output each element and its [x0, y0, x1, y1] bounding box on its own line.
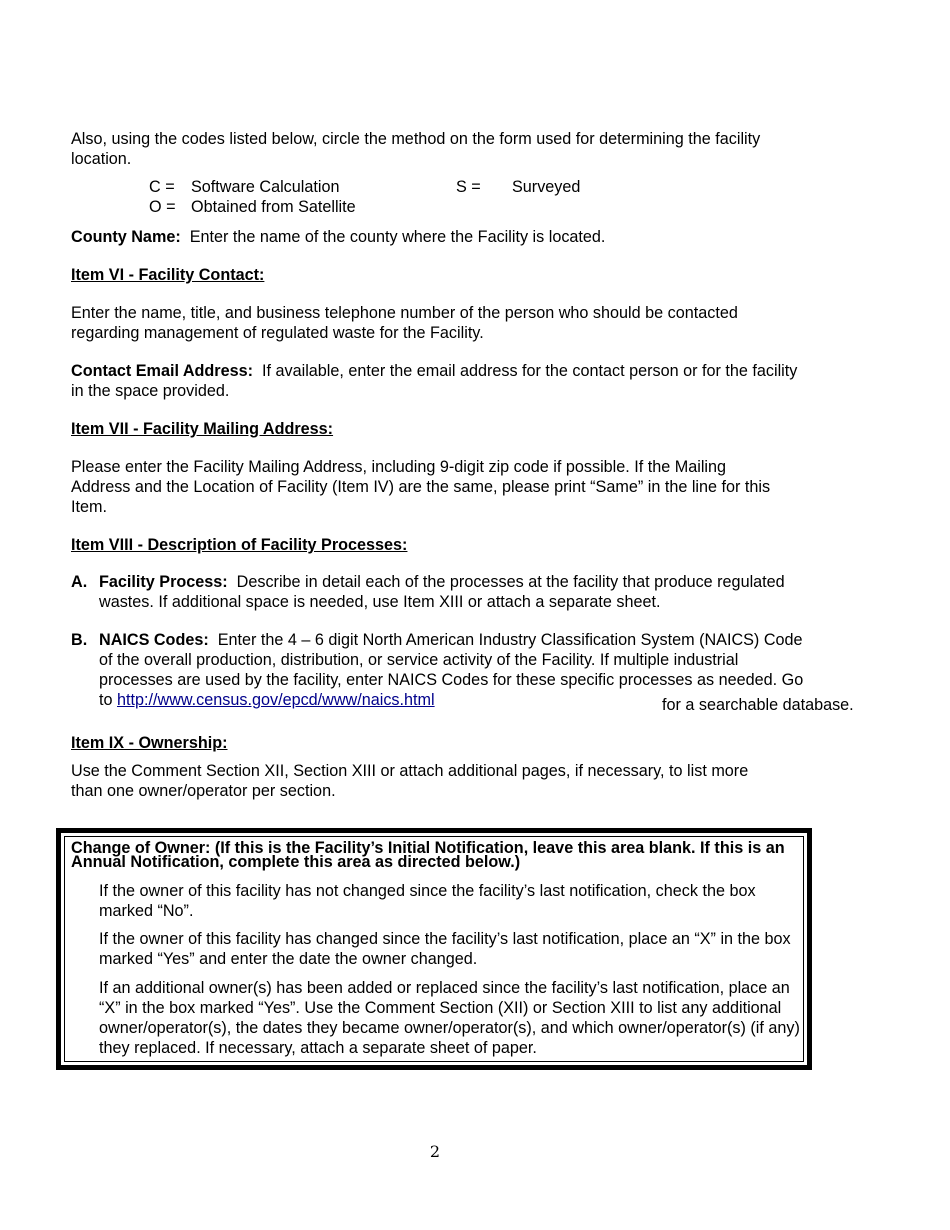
- list-item-facility-process: [71, 572, 871, 612]
- contact-email-label: Contact Email Address:: [71, 362, 253, 380]
- naics-codes-label: NAICS Codes:: [99, 631, 209, 649]
- code-c: C =: [149, 178, 175, 196]
- code-s: S =: [456, 178, 481, 196]
- list-letter-a: A.: [71, 573, 88, 591]
- naics-codes-description: Enter the 4 – 6 digit North American Industry Classification System (NAICS) Code of the overall production, distribution, or service activity of the Facility. If multiple industrial processes are used by the facility, enter NAICS Codes for these specific processes as needed. Go to: [99, 631, 804, 709]
- code-o: O =: [149, 198, 176, 216]
- contact-email-text: If available, enter the email address for the contact person or for the facility in the space provided.: [71, 362, 798, 400]
- county-name-label: County Name:: [71, 228, 181, 246]
- change-of-owner-para-2: If the owner of this facility has changed since the facility’s last notification, place an “X” in the box marked “Yes” and enter the date the owner changed.: [99, 930, 791, 968]
- change-of-owner-para-1: If the owner of this facility has not changed since the facility’s last notification, check the box marked “No”.: [99, 882, 756, 920]
- facility-process-description: Describe in detail each of the processes at the facility that produce regulated wastes. If additional space is needed, use Item XIII or attach a separate sheet.: [99, 573, 785, 611]
- code-o-label: Obtained from Satellite: [191, 198, 356, 216]
- change-of-owner-title: Change of Owner: (If this is the Facility’s Initial Notification, leave this area blank. If this is an Annual Notification, complete this area as directed below.): [71, 839, 785, 871]
- code-s-label: Surveyed: [512, 178, 581, 196]
- naics-link-tail: for a searchable database.: [662, 696, 854, 714]
- facility-process-text: [99, 572, 789, 612]
- naics-link[interactable]: http://www.census.gov/epcd/www/naics.html: [117, 691, 435, 709]
- list-item-naics-codes: [71, 630, 871, 714]
- code-row: [149, 197, 629, 217]
- item-8-heading: Item VIII - Description of Facility Processes:: [71, 536, 408, 554]
- location-method-instructions: Also, using the codes listed below, circle the method on the form used for determining the facility location.: [71, 130, 761, 168]
- item-7-text: Please enter the Facility Mailing Address, including 9-digit zip code if possible. If the Mailing Address and the Location of Facility (Item IV) are the same, please print “Same” in the line for this Item.: [71, 458, 771, 516]
- list-letter-b: B.: [71, 631, 88, 649]
- item-7-heading: Item VII - Facility Mailing Address:: [71, 420, 334, 438]
- item-6-heading: Item VI - Facility Contact:: [71, 266, 265, 284]
- change-of-owner-para-3: If an additional owner(s) has been added or replaced since the facility’s last notification, place an “X” in the box marked “Yes”. Use the Comment Section (XII) or Section XIII to list any additional owner/operator(s), the dates they became owner/operator(s), and which owner/operator(s) (if any) they replaced. If necessary, attach a separate sheet of paper.: [99, 979, 800, 1057]
- location-codes-list: [149, 177, 629, 217]
- page-number: 2: [429, 1142, 441, 1161]
- item-9-text: Use the Comment Section XII, Section XIII or attach additional pages, if necessary, to list more than one owner/operator per section.: [71, 762, 749, 800]
- code-c-label: Software Calculation: [191, 178, 340, 196]
- facility-process-label: Facility Process:: [99, 573, 228, 591]
- item-9-heading: Item IX - Ownership:: [71, 734, 228, 752]
- change-of-owner-box: [56, 828, 812, 1070]
- county-name-text: Enter the name of the county where the Facility is located.: [189, 228, 606, 246]
- item-6-text: Enter the name, title, and business telephone number of the person who should be contacted regarding management of regulated waste for the Facility.: [71, 304, 738, 342]
- county-name-instructions: [71, 227, 831, 247]
- contact-email-instructions: [71, 361, 801, 401]
- code-row: [149, 177, 629, 197]
